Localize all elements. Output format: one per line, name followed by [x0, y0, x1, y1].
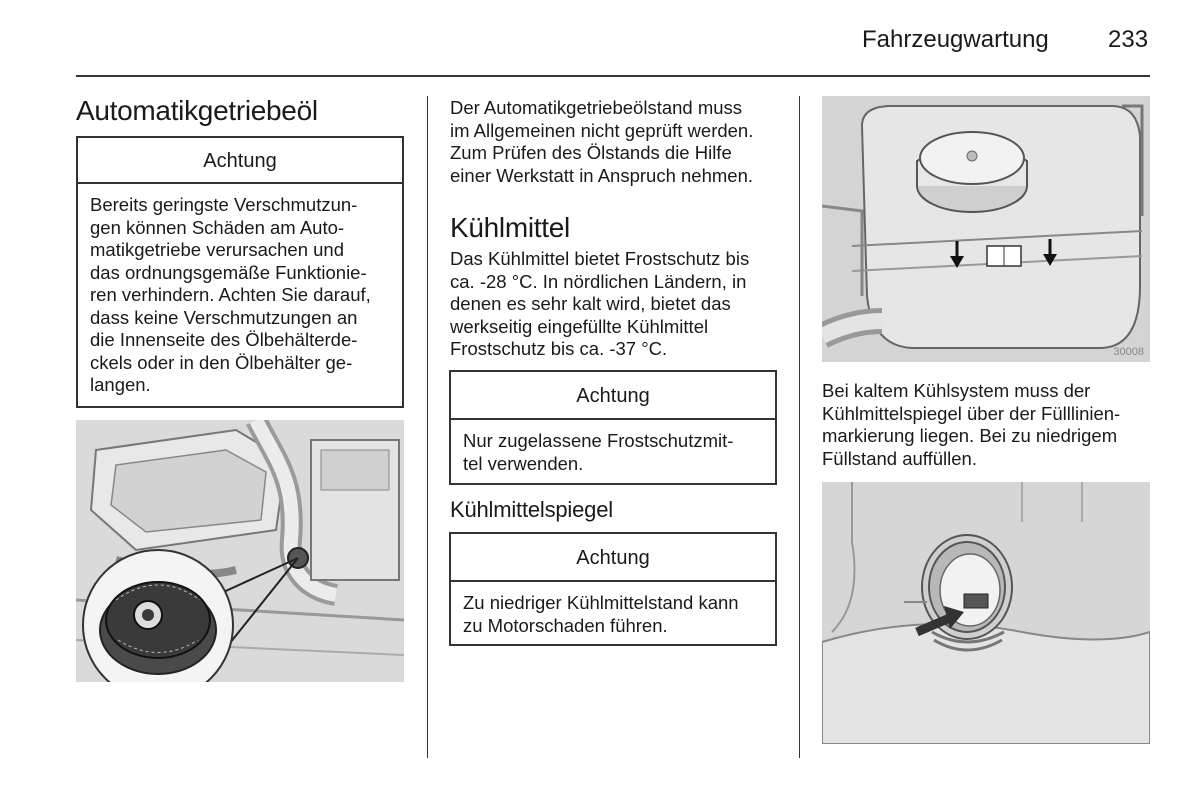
- warning-line: langen.: [90, 374, 151, 395]
- coolant-level-caption: [822, 380, 1120, 470]
- section-title: Fahrzeugwartung: [862, 26, 1049, 53]
- text-line: Kühlmittelspiegel über der Fülllinien-: [822, 402, 1121, 424]
- text-line: denen es sehr kalt wird, bietet das: [450, 293, 731, 314]
- text-line: markierung liegen. Bei zu niedrigem: [822, 425, 1118, 446]
- warning-line: Nur zugelassene Frostschutzmit-: [463, 430, 734, 451]
- column-divider-1: [427, 96, 428, 758]
- warning-line: das ordnungsgemäße Funktionie-: [90, 261, 367, 283]
- text-line: Bei kaltem Kühlsystem muss der: [822, 380, 1091, 401]
- warning-text: [451, 420, 775, 475]
- warning-line: dass keine Verschmutzungen an: [90, 306, 358, 328]
- text-line: ca. -28 °C. In nördlichen Ländern, in: [450, 270, 747, 292]
- text-line: Füllstand auffüllen.: [822, 447, 977, 469]
- warning-line: die Innenseite des Ölbehälterde-: [90, 329, 358, 350]
- text-line: Frostschutz bis ca. -37 °C.: [450, 338, 668, 359]
- text-line: im Allgemeinen nicht geprüft werden.: [450, 119, 754, 141]
- warning-line: matikgetriebe verursachen und: [90, 239, 345, 260]
- warning-box-antifreeze: [449, 370, 777, 485]
- page-number: 233: [1108, 26, 1149, 53]
- coolant-reservoir-illustration: [822, 96, 1150, 362]
- warning-box-coolant-level: [449, 532, 777, 646]
- warning-line: ren verhindern. Achten Sie darauf,: [90, 284, 371, 305]
- text-line: werkseitig eingefüllte Kühlmittel: [450, 315, 709, 337]
- subheading-coolant-level: Kühlmittelspiegel: [450, 497, 613, 522]
- text-line: einer Werkstatt in Anspruch nehmen.: [450, 164, 754, 186]
- transmission-intro: [450, 97, 753, 187]
- heading-coolant: Kühlmittel: [450, 212, 570, 243]
- text-line: Zum Prüfen des Ölstands die Hilfe: [450, 142, 732, 163]
- column-divider-2: [799, 96, 800, 758]
- warning-text: [78, 184, 402, 397]
- text-line: Das Kühlmittel bietet Frostschutz bis: [450, 248, 750, 269]
- warning-title: Achtung: [451, 534, 775, 582]
- warning-title: Achtung: [78, 138, 402, 184]
- warning-line: Bereits geringste Verschmutzun-: [90, 194, 358, 215]
- engine-bay-illustration: [76, 420, 404, 682]
- warning-line: gen können Schäden am Auto-: [90, 216, 345, 238]
- text-line: Der Automatikgetriebeölstand muss: [450, 97, 743, 118]
- warning-line: Zu niedriger Kühlmittelstand kann: [463, 592, 739, 613]
- warning-box-transmission: [76, 136, 404, 408]
- warning-title: Achtung: [451, 372, 775, 420]
- warning-text: [451, 582, 775, 637]
- heading-transmission-oil: Automatikgetriebeöl: [76, 95, 318, 126]
- header-rule: [76, 75, 1150, 77]
- fill-line-illustration: [822, 482, 1150, 744]
- coolant-body: [450, 248, 749, 361]
- warning-line: ckels oder in den Ölbehälter ge-: [90, 351, 353, 373]
- figure-code: 30008: [1113, 346, 1144, 358]
- warning-line: tel verwenden.: [463, 452, 584, 474]
- warning-line: zu Motorschaden führen.: [463, 614, 668, 636]
